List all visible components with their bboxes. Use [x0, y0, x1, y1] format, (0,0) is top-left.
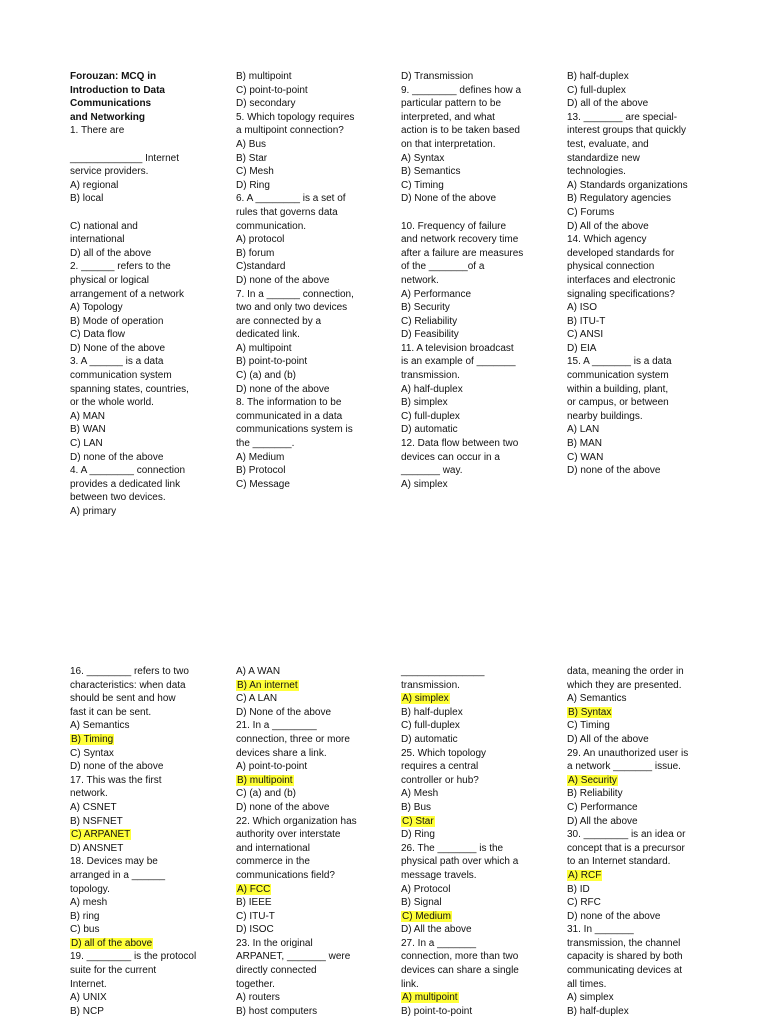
text-line: D) ANSNET — [70, 842, 124, 854]
text-line: A) ISO — [567, 302, 598, 314]
text-line: transmission. — [401, 679, 460, 691]
text-line: communications system is — [236, 424, 353, 436]
text-line: physical connection — [567, 261, 655, 273]
text-line: B) Protocol — [236, 465, 286, 477]
text-line: C) Syntax — [70, 747, 114, 759]
text-line: A) mesh — [70, 897, 108, 909]
text-line: C) Mesh — [236, 166, 274, 178]
text-line: interfaces and electronic — [567, 274, 676, 286]
text-line: transmission. — [401, 370, 460, 382]
text-line: physical path over which a — [401, 856, 519, 868]
text-line: D) Transmission — [401, 71, 474, 82]
text-line: B) Star — [236, 152, 268, 164]
column-top-4 — [567, 70, 699, 478]
text-line: B) NSFNET — [70, 815, 123, 827]
text-line: D) none of the above — [236, 383, 330, 395]
text-line: B) point-to-point — [401, 1005, 473, 1017]
text-line: C) full-duplex — [401, 720, 460, 732]
text-line: two and only two devices — [236, 302, 348, 314]
text-line: rules that governs data — [236, 206, 338, 218]
text-line — [236, 883, 368, 897]
text-line: D) ISOC — [236, 924, 274, 936]
text-line: D) Ring — [236, 179, 270, 191]
text-line: authority over interstate — [236, 829, 341, 841]
text-line: Internet. — [70, 978, 107, 990]
text-line: 2. ______ refers to the — [70, 261, 171, 273]
text-line: together. — [236, 978, 275, 990]
text-line: C) Data flow — [70, 329, 126, 341]
text-line: A) Mesh — [401, 788, 439, 800]
highlighted-answer: B) An internet — [237, 679, 298, 691]
text-line: D) secondary — [236, 98, 296, 110]
text-line: C) Performance — [567, 801, 638, 813]
highlighted-answer: D) all of the above — [71, 937, 153, 949]
text-line: B) point-to-point — [236, 356, 308, 368]
text-line: B) local — [70, 193, 104, 205]
text-line: 19. ________ is the protocol — [70, 951, 197, 963]
text-line: B) Security — [401, 302, 450, 314]
text-line: A) LAN — [567, 424, 600, 436]
highlighted-answer: A) multipoint — [402, 992, 458, 1004]
text-line — [567, 869, 699, 883]
text-line: Communications — [70, 98, 152, 110]
text-line: C) national and — [70, 220, 138, 232]
text-line: C) RFC — [567, 897, 601, 909]
text-line: C) Timing — [401, 179, 444, 191]
text-line: D) Ring — [401, 829, 435, 841]
text-line: devices can share a single — [401, 965, 519, 977]
text-line — [70, 138, 202, 152]
text-line: D) none of the above — [70, 761, 164, 773]
text-line: between two devices. — [70, 492, 166, 504]
text-line: network. — [70, 788, 108, 800]
text-line: transmission, the channel — [567, 937, 681, 949]
text-line: D) All the above — [567, 815, 638, 827]
text-line: the _______. — [236, 438, 295, 450]
text-line: A) Standards organizations — [567, 179, 688, 191]
text-line: 8. The information to be — [236, 397, 342, 409]
text-line: requires a central — [401, 761, 479, 773]
text-line: 13. _______ are special- — [567, 111, 678, 123]
highlighted-answer: C) Medium — [402, 910, 451, 922]
text-line: A) simplex — [567, 992, 614, 1004]
text-line: B) ID — [567, 883, 590, 895]
text-line: B) Mode of operation — [70, 315, 164, 327]
text-line: communication system — [70, 370, 172, 382]
text-line — [70, 937, 202, 951]
text-line: communication system — [567, 370, 669, 382]
text-line: devices can occur in a — [401, 451, 500, 463]
text-line: characteristics: when data — [70, 679, 186, 691]
column-top-2 — [236, 70, 368, 491]
text-line: B) host computers — [236, 1005, 318, 1017]
text-line: D) none of the above — [567, 465, 661, 477]
text-line: directly connected — [236, 965, 317, 977]
text-line: A) regional — [70, 179, 119, 191]
text-line: D) automatic — [401, 424, 458, 436]
column-bottom-2 — [236, 665, 368, 1018]
highlighted-answer: A) Security — [568, 774, 617, 786]
text-line: 30. ________ is an idea or — [567, 829, 686, 841]
text-line: B) IEEE — [236, 897, 272, 909]
text-line: on that interpretation. — [401, 138, 496, 150]
text-line: A) Protocol — [401, 883, 451, 895]
column-bottom-4 — [567, 665, 699, 1018]
text-line: Introduction to Data — [70, 84, 165, 96]
text-line: communicating devices at — [567, 965, 683, 977]
text-line: connection, more than two — [401, 951, 519, 963]
text-line: C) Timing — [567, 720, 610, 732]
text-line: B) half-duplex — [401, 706, 463, 718]
text-line: 17. This was the first — [70, 774, 162, 786]
text-line: _____________ Internet — [70, 152, 179, 164]
text-line: C) full-duplex — [567, 84, 626, 96]
text-line: A) routers — [236, 992, 280, 1004]
text-line: C) (a) and (b) — [236, 788, 297, 800]
text-line: 7. In a ______ connection, — [236, 288, 354, 300]
text-line: 27. In a _______ — [401, 937, 477, 949]
text-line: C) LAN — [70, 438, 103, 450]
text-line: A) point-to-point — [236, 761, 308, 773]
text-line: physical or logical — [70, 274, 149, 286]
text-line: C) Reliability — [401, 315, 458, 327]
text-line: 18. Devices may be — [70, 856, 158, 868]
text-line: A) Medium — [236, 451, 285, 463]
text-line: communicated in a data — [236, 410, 343, 422]
text-line: C) bus — [70, 924, 100, 936]
text-line: 9. ________ defines how a — [401, 84, 522, 96]
text-line: arranged in a ______ — [70, 869, 166, 881]
text-line: A) primary — [70, 506, 117, 517]
text-line: within a building, plant, — [567, 383, 669, 395]
text-line — [401, 692, 533, 706]
text-line: ARPANET, _______ were — [236, 951, 351, 963]
text-line — [401, 206, 533, 220]
text-line: 25. Which topology — [401, 747, 487, 759]
column-top-3 — [401, 70, 533, 491]
text-line: 1. There are — [70, 125, 125, 137]
text-line: D) none of the above — [236, 274, 330, 286]
text-line — [401, 991, 533, 1005]
text-line: action is to be taken based — [401, 125, 520, 137]
text-line: D) none of the above — [567, 910, 661, 922]
text-line: A) Semantics — [70, 720, 130, 732]
text-line: B) half-duplex — [567, 1005, 629, 1017]
text-line: test, evaluate, and — [567, 138, 649, 150]
text-line: B) forum — [236, 247, 275, 259]
text-line: message travels. — [401, 869, 477, 881]
text-line: C) ANSI — [567, 329, 604, 341]
text-line: to an Internet standard. — [567, 856, 671, 868]
text-line: D) automatic — [401, 733, 458, 745]
text-line: B) simplex — [401, 397, 448, 409]
text-line: C) ITU-T — [236, 910, 275, 922]
text-line: are connected by a — [236, 315, 322, 327]
text-line: 26. The _______ is the — [401, 842, 504, 854]
text-line: suite for the current — [70, 965, 157, 977]
text-line: A) multipoint — [236, 342, 292, 354]
text-line: D) none of the above — [70, 451, 164, 463]
text-line: C) Forums — [567, 206, 615, 218]
text-line: B) Bus — [401, 801, 432, 813]
text-line: 4. A ________ connection — [70, 465, 186, 477]
text-line: A) Syntax — [401, 152, 445, 164]
text-line: interpreted, and what — [401, 111, 495, 123]
text-line: controller or hub? — [401, 774, 479, 786]
text-line: technologies. — [567, 166, 626, 178]
text-line: D) Feasibility — [401, 329, 459, 341]
highlighted-answer: C) Star — [402, 815, 434, 827]
text-line: developed standards for — [567, 247, 675, 259]
text-line: A) Performance — [401, 288, 472, 300]
column-bottom-1 — [70, 665, 202, 1018]
text-line: A) Bus — [236, 138, 267, 150]
text-line: commerce in the — [236, 856, 310, 868]
text-line: D) None of the above — [70, 342, 166, 354]
text-line — [236, 774, 368, 788]
text-line — [567, 774, 699, 788]
text-line: 3. A ______ is a data — [70, 356, 164, 368]
text-line: D) All the above — [401, 924, 472, 936]
text-line: arrangement of a network — [70, 288, 184, 300]
text-line: or the whole world. — [70, 397, 154, 409]
text-line: network. — [401, 274, 439, 286]
text-line: spanning states, countries, — [70, 383, 189, 395]
text-line: all times. — [567, 978, 607, 990]
text-line: A) UNIX — [70, 992, 107, 1004]
text-line: C) full-duplex — [401, 410, 460, 422]
text-line: communications field? — [236, 869, 335, 881]
text-line: B) Semantics — [401, 166, 461, 178]
text-line: of the _______of a — [401, 261, 485, 273]
text-line: fast it can be sent. — [70, 706, 152, 718]
text-line: D) All of the above — [567, 733, 649, 745]
text-line: C) A LAN — [236, 693, 278, 705]
text-line: and international — [236, 842, 310, 854]
text-line: 16. ________ refers to two — [70, 666, 189, 677]
text-line: C) point-to-point — [236, 84, 308, 96]
text-line: A) Topology — [70, 302, 123, 314]
text-line: B) Regulatory agencies — [567, 193, 671, 205]
text-line: D) none of the above — [236, 801, 330, 813]
text-line: B) ring — [70, 910, 100, 922]
text-line: D) all of the above — [70, 247, 152, 259]
text-line: B) NCP — [70, 1005, 104, 1017]
text-line: and Networking — [70, 111, 146, 123]
text-line: signaling specifications? — [567, 288, 675, 300]
text-line: link. — [401, 978, 419, 990]
text-line: concept that is a precursor — [567, 842, 685, 854]
highlighted-answer: A) FCC — [237, 883, 271, 895]
highlighted-answer: A) simplex — [402, 693, 449, 705]
text-line: 29. An unauthorized user is — [567, 747, 689, 759]
highlighted-answer: A) RCF — [568, 869, 602, 881]
text-line: a multipoint connection? — [236, 125, 344, 137]
text-line: C) Message — [236, 478, 290, 490]
text-line: 12. Data flow between two — [401, 438, 519, 450]
text-line: connection, three or more — [236, 733, 350, 745]
text-line: 6. A ________ is a set of — [236, 193, 346, 205]
text-line: A) CSNET — [70, 801, 117, 813]
text-line — [70, 206, 202, 220]
text-line: or campus, or between — [567, 397, 669, 409]
text-line: nearby buildings. — [567, 410, 643, 422]
highlighted-answer: B) multipoint — [237, 774, 293, 786]
text-line: C) WAN — [567, 451, 604, 463]
text-line: standardize new — [567, 152, 640, 164]
text-line: 31. In _______ — [567, 924, 634, 936]
text-line: is an example of _______ — [401, 356, 516, 368]
text-line: A) simplex — [401, 478, 448, 490]
text-line: D) None of the above — [236, 706, 332, 718]
text-line: service providers. — [70, 166, 149, 178]
text-line — [70, 828, 202, 842]
highlighted-answer: B) Timing — [71, 733, 114, 745]
text-line: interest groups that quickly — [567, 125, 686, 137]
text-line: 23. In the original — [236, 937, 313, 949]
text-line: A) MAN — [70, 410, 105, 422]
text-line: D) EIA — [567, 342, 597, 354]
text-line: 22. Which organization has — [236, 815, 357, 827]
text-line: topology. — [70, 883, 110, 895]
text-line: provides a dedicated link — [70, 478, 181, 490]
highlighted-answer: B) Syntax — [568, 706, 612, 718]
text-line — [70, 733, 202, 747]
text-line — [401, 815, 533, 829]
text-line: 5. Which topology requires — [236, 111, 355, 123]
text-line: particular pattern to be — [401, 98, 502, 110]
text-line: B) Signal — [401, 897, 442, 909]
text-line: A) A WAN — [236, 666, 281, 677]
text-line: 14. Which agency — [567, 234, 647, 246]
text-line: C)standard — [236, 261, 286, 273]
highlighted-answer: C) ARPANET — [71, 829, 131, 841]
text-line: should be sent and how — [70, 693, 176, 705]
text-line: A) Semantics — [567, 693, 627, 705]
text-line: Forouzan: MCQ in — [70, 71, 157, 82]
text-line: B) Reliability — [567, 788, 623, 800]
text-line: 21. In a ________ — [236, 720, 317, 732]
text-line: and network recovery time — [401, 234, 519, 246]
text-line: B) ITU-T — [567, 315, 606, 327]
text-line: a network _______ issue. — [567, 761, 681, 773]
text-line: _______ way. — [401, 465, 463, 477]
text-line: A) protocol — [236, 234, 285, 246]
text-line: D) All of the above — [567, 220, 649, 232]
text-line: B) multipoint — [236, 71, 292, 82]
text-line: devices share a link. — [236, 747, 327, 759]
text-line: B) half-duplex — [567, 71, 629, 82]
text-line — [401, 910, 533, 924]
text-line: after a failure are measures — [401, 247, 524, 259]
text-line: dedicated link. — [236, 329, 300, 341]
text-line: _______________ — [401, 666, 485, 677]
text-line: 11. A television broadcast — [401, 342, 514, 354]
text-line: 10. Frequency of failure — [401, 220, 507, 232]
text-line — [236, 679, 368, 693]
text-line: B) WAN — [70, 424, 106, 436]
text-line: D) all of the above — [567, 98, 649, 110]
text-line: capacity is shared by both — [567, 951, 683, 963]
text-line: A) half-duplex — [401, 383, 463, 395]
text-line: international — [70, 234, 125, 246]
text-line: communication. — [236, 220, 307, 232]
column-bottom-3 — [401, 665, 533, 1018]
text-line: data, meaning the order in — [567, 666, 684, 677]
text-line: B) MAN — [567, 438, 602, 450]
text-line: which they are presented. — [567, 679, 682, 691]
text-line: 15. A _______ is a data — [567, 356, 672, 368]
text-line: D) None of the above — [401, 193, 497, 205]
column-top-1 — [70, 70, 202, 519]
text-line: C) (a) and (b) — [236, 370, 297, 382]
text-line — [567, 706, 699, 720]
